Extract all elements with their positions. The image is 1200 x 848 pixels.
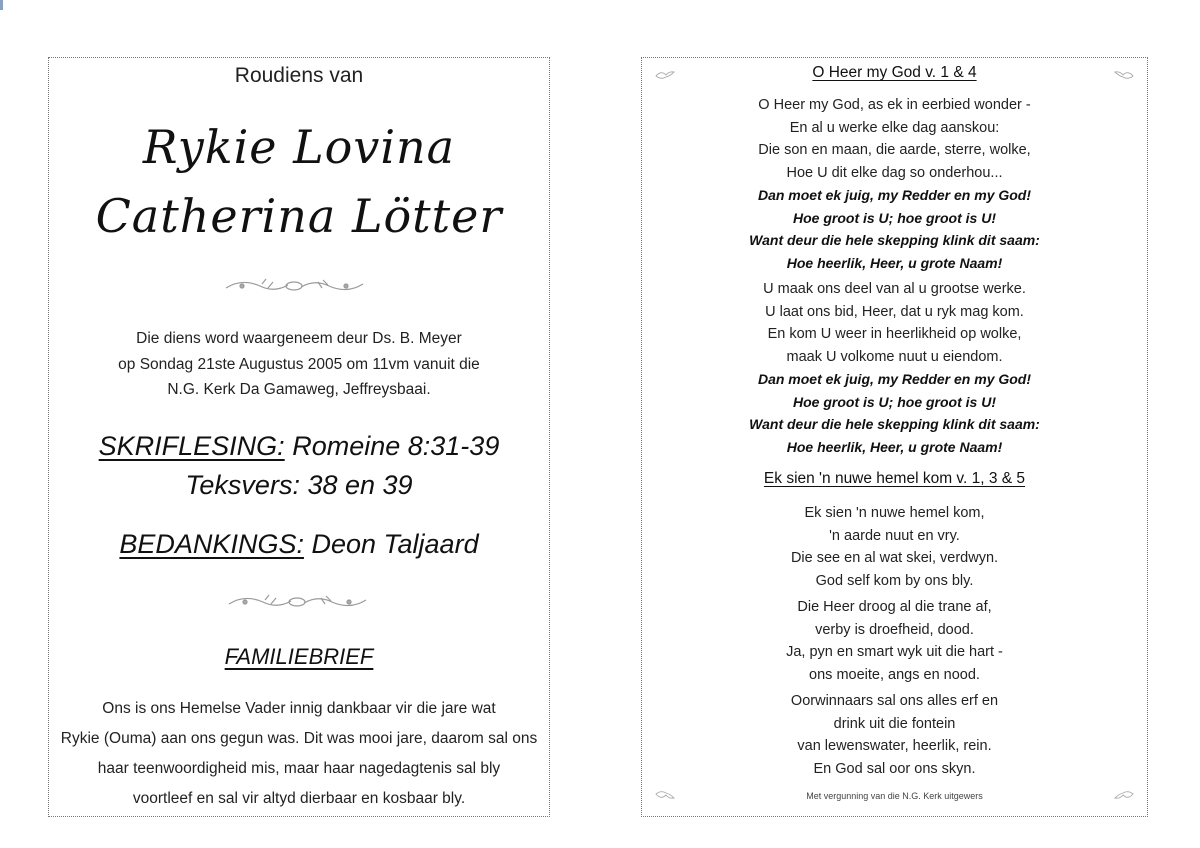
letter-line: voortleef en sal vir altyd dierbaar en kosbaar bly.: [132, 790, 466, 807]
verse-line: Oorwinnaars sal ons alles erf en: [790, 693, 999, 709]
letter-line: Rykie (Ouma) aan ons gegun was. Dit was mooi jare, daarom sal ons: [60, 730, 538, 747]
hymn2-body: [642, 502, 1147, 780]
verse-line: Die son en maan, die aarde, sterre, wolke,: [758, 142, 1031, 158]
hymn1-verse2: [642, 278, 1147, 368]
deceased-name-line1: Rykie Lovina: [142, 120, 456, 174]
service-line: Die diens word waargeneem deur Ds. B. Meyer: [136, 330, 462, 347]
service-line: N.G. Kerk Da Gamaweg, Jeffreysbaai.: [167, 381, 431, 398]
verse-line: O Heer my God, as ek in eerbied wonder -: [758, 97, 1031, 113]
chorus-line: Want deur die hele skepping klink dit saam:: [749, 232, 1040, 248]
scripture-value: Romeine 8:31-39: [292, 431, 500, 461]
verse-line: Die Heer droog al die trane af,: [797, 599, 992, 615]
programme-cover-panel: [48, 57, 550, 817]
hymn1-chorus1: [642, 184, 1147, 274]
verse-line: drink uit die fontein: [833, 715, 956, 732]
verse-line: En kom U weer in heerlikheid op wolke,: [767, 326, 1022, 342]
deceased-name-line2: Catherina Lötter: [95, 189, 503, 243]
publisher-credit: Met vergunning van die N.G. Kerk uitgewers: [806, 791, 983, 801]
chorus-line: Hoe heerlik, Heer, u grote Naam!: [786, 254, 1003, 271]
scripture-label: SKRIFLESING:: [98, 431, 285, 461]
verse-line: U laat ons bid, Heer, dat u ryk mag kom.: [765, 303, 1024, 320]
hymns-panel: [641, 57, 1148, 817]
family-letter-heading: [49, 644, 549, 670]
letter-line: Ons is ons Hemelse Vader innig dankbaar vir die jare wat: [102, 700, 496, 717]
family-letter-title: FAMILIEBRIEF: [224, 644, 374, 669]
acknowledgements: [49, 529, 549, 560]
chorus-line: Want deur die hele skepping klink dit saam:: [749, 416, 1040, 432]
scripture-reading: [49, 431, 549, 462]
chorus-line: Hoe groot is U; hoe groot is U!: [793, 393, 996, 410]
verse-line: maak U volkome nuut u eiendom.: [786, 348, 1003, 365]
verse-line: En God sal oor ons skyn.: [813, 760, 976, 777]
chorus-line: Dan moet ek juig, my Redder en my God!: [757, 371, 1032, 387]
chorus-line: Hoe groot is U; hoe groot is U!: [793, 209, 996, 226]
verse-line: En al u werke elke dag aanskou:: [789, 119, 1000, 136]
chorus-line: Hoe heerlik, Heer, u grote Naam!: [786, 438, 1003, 455]
verse-line: verby is droefheid, dood.: [815, 621, 974, 638]
flourish-ornament-icon: [225, 592, 370, 612]
chorus-line: Dan moet ek juig, my Redder en my God!: [757, 187, 1032, 203]
scan-edge-mark: [0, 0, 3, 10]
verse-line: 'n aarde nuut en vry.: [829, 527, 960, 544]
thanks-value: Deon Taljaard: [311, 529, 479, 559]
textverse-value: 38 en 39: [307, 470, 413, 500]
hymn1-verse1: [642, 94, 1147, 184]
service-line: op Sondag 21ste Augustus 2005 om 11vm vanuit die: [118, 355, 480, 373]
text-verses: [49, 470, 549, 501]
hymn1-body: [642, 94, 1147, 458]
verse-line: U maak ons deel van al u grootse werke.: [763, 281, 1026, 297]
hymn2-title: Ek sien 'n nuwe hemel kom v. 1, 3 & 5: [763, 470, 1026, 487]
verse-line: ons moeite, angs en nood.: [809, 666, 980, 683]
hymn2-verse2: [642, 596, 1147, 686]
verse-line: Die see en al wat skei, verdwyn.: [790, 550, 999, 566]
service-details: [49, 326, 549, 403]
hymn2-verse3: [642, 690, 1147, 780]
letter-line: haar teenwoordigheid mis, maar haar nagedagtenis sal bly: [97, 760, 501, 777]
verse-line: van lewenswater, heerlik, rein.: [797, 738, 992, 754]
family-letter-body: [49, 694, 549, 814]
textverse-label: Teksvers:: [185, 470, 300, 500]
verse-line: God self kom by ons bly.: [815, 572, 974, 589]
thanks-label: BEDANKINGS:: [119, 529, 304, 559]
service-intro: Roudiens van: [234, 64, 364, 87]
verse-line: Ja, pyn en smart wyk uit die hart -: [786, 644, 1003, 660]
verse-line: Ek sien 'n nuwe hemel kom,: [804, 505, 985, 521]
hymn2-verse1: [642, 502, 1147, 592]
verse-line: Hoe U dit elke dag so onderhou...: [786, 164, 1003, 181]
hymn1-chorus2: [642, 368, 1147, 458]
flourish-ornament-icon: [222, 276, 367, 296]
hymn1-title: O Heer my God v. 1 & 4: [812, 64, 977, 81]
